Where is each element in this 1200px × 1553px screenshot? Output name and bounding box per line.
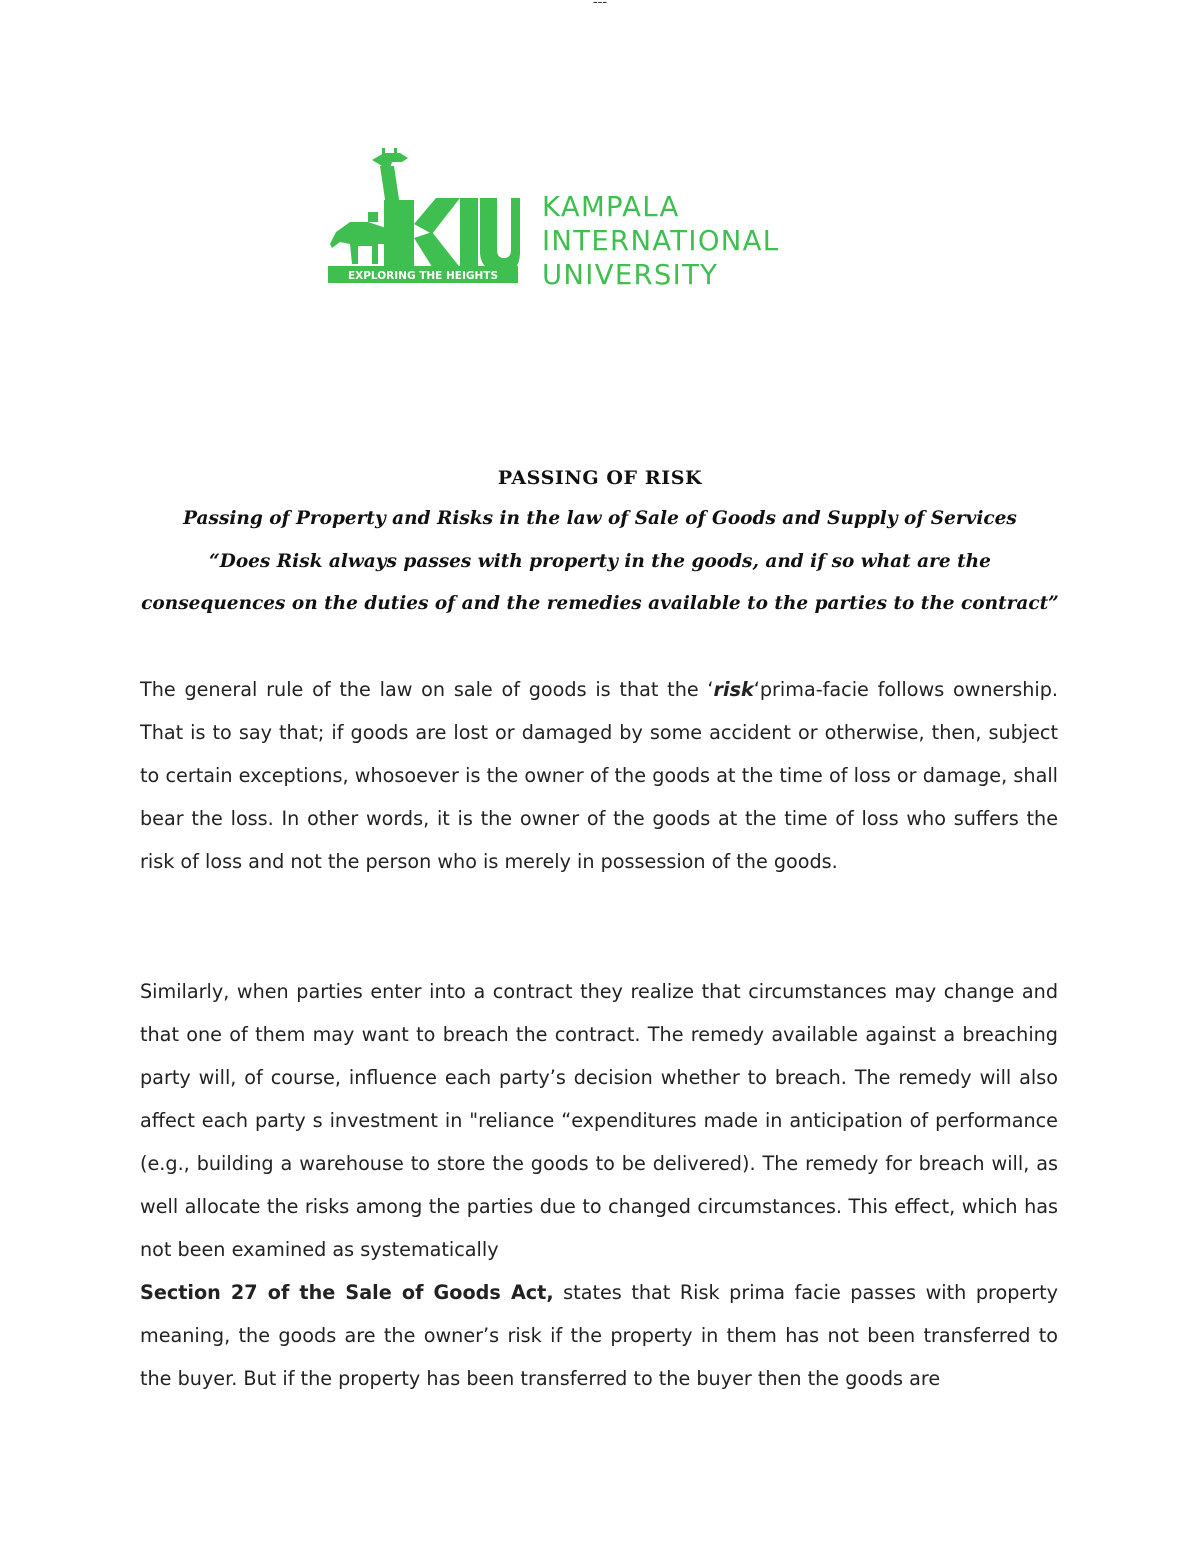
university-name (542, 190, 779, 292)
section-27-reference: Section 27 of the Sale of Goods Act, (140, 1281, 554, 1304)
university-name-line-1: KAMPALA (542, 191, 680, 223)
university-name-line-3: UNIVERSITY (542, 259, 719, 291)
paragraph-breach-remedy: Similarly, when parties enter into a contract they realize that circumstances may change and that one of them may want to breach the contract. The remedy available against a breaching party will, of course, influence each party’s decision whether to breach. The remedy will also affect each party s investment in "reliance “expenditures made in anticipation of performance (e.g., building a warehouse to store the goods to be delivered). The remedy for breach will, as well allocate the risks among the parties due to changed circumstances. This effect, which has not been examined as systematically (140, 980, 1058, 1261)
page-top-marker: --- (592, 0, 608, 10)
paragraph-remedies (140, 970, 1058, 1400)
paragraph-general-rule-start: The general rule of the law on sale of goods is that the ‘ (140, 678, 714, 701)
emphasis-risk: risk (713, 678, 754, 701)
paragraph-section-27 (140, 1271, 1058, 1400)
university-name-line-2: INTERNATIONAL (542, 225, 780, 257)
research-question-line-2: consequences on the duties of and the remedies available to the parties to the contract” (141, 593, 1059, 614)
kiu-giraffe-logo-icon (328, 144, 520, 284)
university-logo (328, 144, 928, 289)
paragraph-general-rule (140, 668, 1058, 883)
research-question-line-1: “Does Risk always passes with property in the goods, and if so what are the (209, 550, 991, 572)
document-subtitle: Passing of Property and Risks in the law of Sale of Goods and Supply of Services (183, 508, 1017, 529)
document-heading (140, 458, 1060, 626)
section-27-text: states that Risk prima facie passes with property meaning, the goods are the owner’s risk if the property in them has not been transferred to the buyer. But if the property has been transferred to the buyer then the goods are (140, 1281, 1058, 1390)
document-title: PASSING OF RISK (497, 467, 703, 489)
logo-tagline: EXPLORING THE HEIGHTS (347, 270, 499, 282)
paragraph-general-rule-rest: ‘prima-facie follows ownership. That is to say that; if goods are lost or damaged by some accident or otherwise, then, subject to certain exceptions, whosoever is the owner of the goods at the time of loss or damage, shall bear the loss. In other words, it is the owner of the goods at the time of loss who suffers the risk of loss and not the person who is merely in possession of the goods. (140, 678, 1059, 873)
